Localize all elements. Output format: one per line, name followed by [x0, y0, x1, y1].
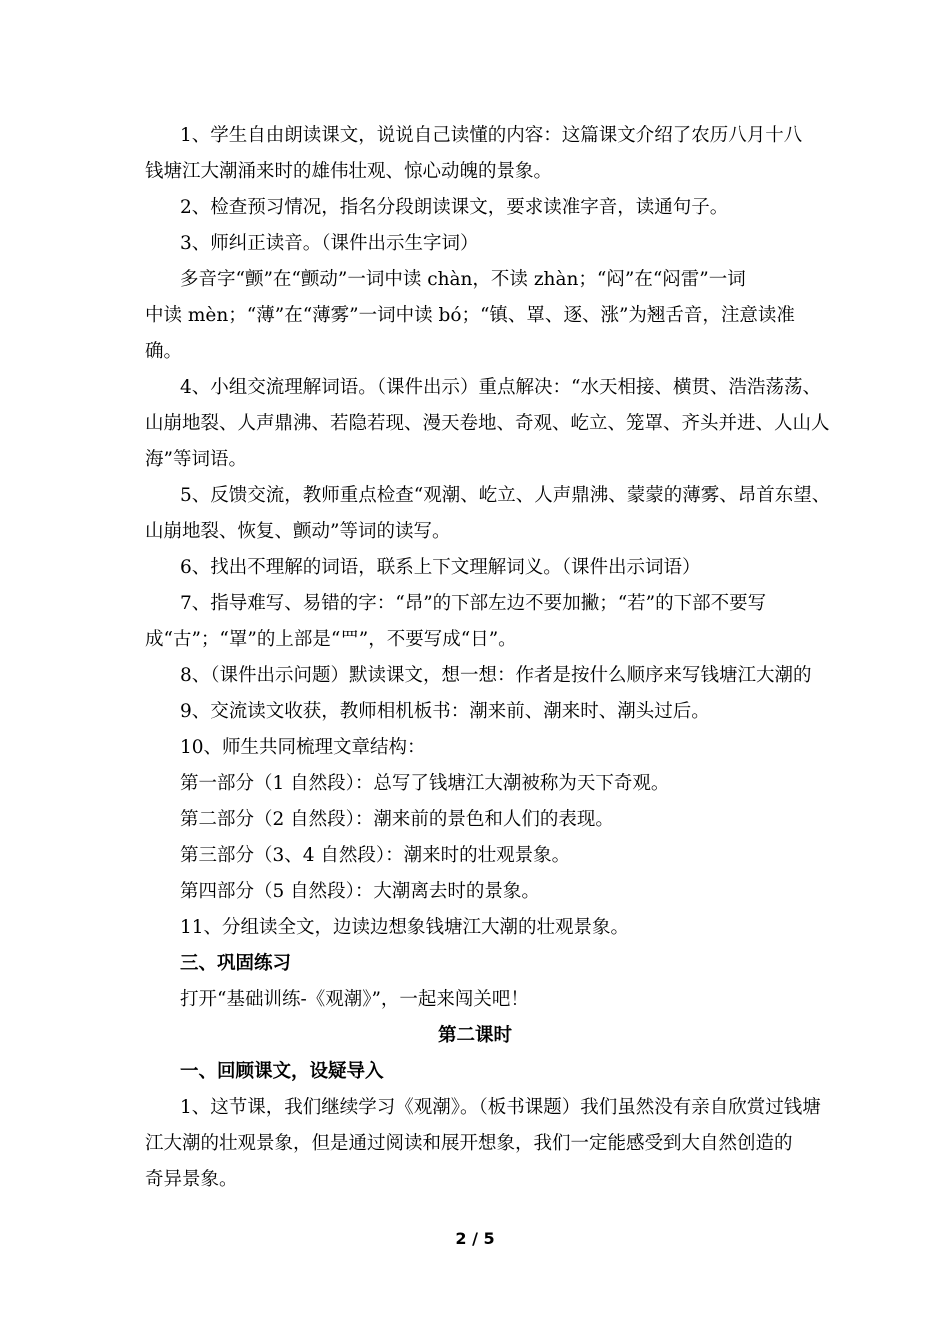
page-number: 2 / 5 — [455, 1229, 495, 1248]
paragraph-line: 11、分组读全文，边读边想象钱塘江大潮的壮观景象。 — [180, 917, 630, 938]
paragraph-line: 8、（课件出示问题）默读课文，想一想：作者是按什么顺序来写钱塘江大潮的 — [180, 665, 812, 686]
paragraph-line: 打开“基础训练-《观潮》”，一起来闯关吧！ — [180, 989, 529, 1010]
paragraph-line: 3、师纠正读音。（课件出示生字词） — [180, 233, 479, 254]
paragraph-line: 成“古”；“罩”的上部是“罒”，不要写成“日”。 — [145, 629, 517, 650]
paragraph-line: 钱塘江大潮涌来时的雄伟壮观、惊心动魄的景象。 — [145, 161, 553, 182]
paragraph-line: 4、小组交流理解词语。（课件出示）重点解决：“水天相接、横贯、浩浩荡荡、 — [180, 377, 821, 398]
paragraph-line: 1、这节课，我们继续学习《观潮》。（板书课题）我们虽然没有亲自欣赏过钱塘 — [180, 1097, 821, 1118]
paragraph-line: 山崩地裂、人声鼎沸、若隐若现、漫天卷地、奇观、屹立、笼罩、齐头并进、人山人 — [145, 413, 830, 434]
section-heading: 三、巩固练习 — [180, 953, 292, 974]
paragraph-line: 6、找出不理解的词语，联系上下文理解词义。（课件出示词语） — [180, 557, 701, 578]
paragraph-line: 9、交流读文收获，教师相机板书：潮来前、潮来时、潮头过后。 — [180, 701, 710, 722]
paragraph-line: 第一部分（1 自然段）：总写了钱塘江大潮被称为天下奇观。 — [180, 773, 670, 794]
paragraph-line: 第四部分（5 自然段）：大潮离去时的景象。 — [180, 881, 540, 902]
paragraph-line: 中读 mèn；“薄”在“薄雾”一词中读 bó；“镇、罩、逐、涨”为翘舌音，注意读准 — [145, 305, 795, 326]
paragraph-line: 2、检查预习情况，指名分段朗读课文，要求读准字音，读通句子。 — [180, 197, 729, 218]
paragraph-line: 10、师生共同梳理文章结构： — [180, 737, 426, 758]
paragraph-line: 奇异景象。 — [145, 1169, 238, 1190]
paragraph-line: 江大潮的壮观景象，但是通过阅读和展开想象，我们一定能感受到大自然创造的 — [145, 1133, 793, 1154]
paragraph-line: 确。 — [145, 341, 183, 362]
paragraph-line: 多音字“颤”在“颤动”一词中读 chàn，不读 zhàn；“闷”在“闷雷”一词 — [180, 269, 746, 290]
paragraph-line: 第二部分（2 自然段）：潮来前的景色和人们的表现。 — [180, 809, 614, 830]
section-heading: 一、回顾课文，设疑导入 — [180, 1061, 384, 1082]
paragraph-line: 1、学生自由朗读课文，说说自己读懂的内容：这篇课文介绍了农历八月十八 — [180, 125, 803, 146]
paragraph-line: 海”等词语。 — [145, 449, 247, 470]
paragraph-line: 第三部分（3、4 自然段）：潮来时的壮观景象。 — [180, 845, 571, 866]
lesson-title: 第二课时 — [437, 1025, 512, 1046]
paragraph-line: 7、指导难写、易错的字：“昂”的下部左边不要加撇；“若”的下部不要写 — [180, 593, 767, 614]
paragraph-line: 5、反馈交流，教师重点检查“观潮、屹立、人声鼎沸、蒙蒙的薄雾、昂首东望、 — [180, 485, 831, 506]
paragraph-line: 山崩地裂、恢复、颤动”等词的读写。 — [145, 521, 451, 542]
